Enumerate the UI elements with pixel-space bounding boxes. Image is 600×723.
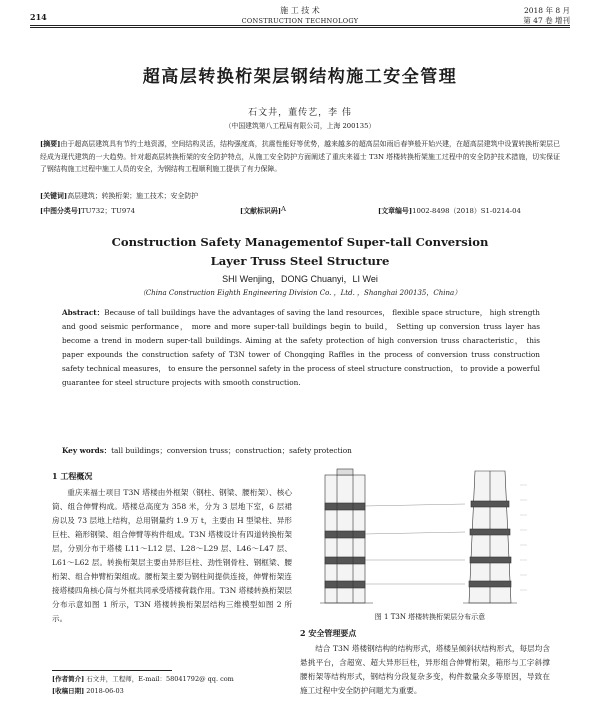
keywords-en-label: Key words： [62,446,112,455]
tower-elevation-left [320,469,373,603]
page-number: 214 [30,12,47,22]
section-1-paragraph: 重庆来福士项目 T3N 塔楼由外框架（钢柱、钢梁、腰桁架）、核心筒、组合伸臂构成。塔楼总高度为 358 米，分为 3 层地下室，6 层裙房以及 73 层地上结构，总用钢量约 1.9 万 t，主要由 H 型梁柱、异形巨柱、箱形钢梁、组合伸臂等构件组成。T3N 塔楼设计有四道转换桁架层，分别分布于塔楼 L11～L12 层、L28～L29 层、L46～L47 层、L61～L62 层。转换桁架层主要由异形巨柱、劲性钢骨柱、钢框梁、腰桁架、组合伸臂桁架组成。腰桁架主要为钢柱间提供连接，伸臂桁架连接塔楼四角核心筒与外框共同承受塔楼荷载作用。T3N 塔楼转换桁架层分布示意如图 1 所示，T3N 塔楼转换桁架层结构三维模型如图 2 所示。 [52,488,292,623]
article-title-en [30,233,570,271]
section-2-heading: 2 安全管理要点 [300,628,357,638]
journal-name-cn: 施 工 技 术 [280,6,320,15]
abstract-en-label: Abstract： [62,308,105,317]
keywords-en-text: tall buildings；conversion truss；construction；safety protection [111,446,352,455]
issue-volume: 第 47 卷 增刊 [523,16,570,25]
section-2-body [300,642,550,698]
abstract-cn [40,138,560,176]
affiliation-cn: （中国建筑第八工程局有限公司，上海 200135） [224,122,376,130]
abstract-cn-text: 由于超高层建筑具有节约土地资源，空间结构灵活，结构强度高，抗震性能好等优势，越来越多的超高层如雨后春笋般开始兴建，在超高层建筑中设置转换桁架层已经成为现代建筑的一大趋势。针对超高层转换桁架的安全防护特点，从施工安全防护方面阐述了重庆来福士 T3N 塔楼转换桁架施工过程中的安全防护技术措施，切实保证了钢结构施工过程中施工人员的安全，为钢结构工程顺利施工提供了有力保障。 [40,140,560,174]
figure-1-caption: 图 1 T3N 塔楼转换桁架层分布示意 [374,613,486,621]
article-title-cn: 超高层转换桁架层钢结构施工安全管理 [142,67,458,87]
clc-number: [中图分类号] TU732；TU974 [40,207,135,215]
keywords-cn-label: [关键词] [40,192,68,200]
footnote-rule [52,670,172,671]
header-rule [30,25,570,26]
section-1-body [52,486,292,626]
affiliation-en: （China Construction Eighth Engineering Division Co. ，Ltd. ，Shanghai 200135，China） [138,289,462,297]
section-1-heading: 1 工程概况 [52,471,93,481]
keywords-cn-text: 高层建筑；转换桁架；施工技术；安全防护 [67,192,199,200]
keywords-cn [40,190,560,200]
issue-date: 2018 年 8 月 [523,6,570,15]
doc-code: [文献标识码] A [240,205,286,215]
issue-info [523,6,570,26]
title-en-line1: Construction Safety Managementof Super-tall Conversion [111,235,489,249]
abstract-en-text: Because of tall buildings have the advantages of saving the land resources， flexible space structure， high strength and good seismic performance， more and more super-tall buildings begin to build， Setting up conversion truss layer has become a trend in modern super-tall buildings. Aiming at the safety protection of high conversion truss characteristic， this paper expounds the construction safety of T3N tower of Chongqing Raffles in the process of conversion truss construction safety technical measures， to ensure the personnel safety in the process of steel structure construction， to provide a powerful guarantee for steel structure projects with smooth construction. [62,308,540,387]
abstract-cn-label: [摘要] [40,140,61,148]
title-en-line2: Layer Truss Steel Structure [210,254,390,268]
abstract-en [62,306,540,389]
tower-elevation-right [463,471,517,603]
journal-header [200,6,400,26]
floor-level-ticks [520,485,527,590]
section-2-paragraph: 结合 T3N 塔楼钢结构的结构形式，塔楼呈倾斜状结构形式，每层均含悬挑平台，含超宽、超大异形巨柱，异形组合伸臂桁架，箱形与工字斜撑腰桁架等结构形式，钢结构分段复杂多变，构件数量众多等原因，导致在施工过程中安全防护问题尤为重要。 [300,644,550,695]
elevation-leader-lines [365,504,465,584]
article-number: [文章编号] 1002-8498（2018）S1-0214-04 [378,207,521,215]
header-rule-thin [30,27,570,28]
authors-en: SHI Wenjing，DONG Chuanyi，LI Wei [222,274,378,284]
keywords-en [62,446,540,456]
author-bio-footnote: [作者简介] 石文井，工程师，E-mail：58041792@ qq. com [52,675,234,683]
received-date-footnote: [收稿日期] 2018-06-03 [52,687,124,695]
journal-name-en: CONSTRUCTION TECHNOLOGY [241,17,359,25]
authors-cn: 石文井，董传艺，李 伟 [248,108,352,118]
figure-1-tower-diagram [315,465,545,605]
